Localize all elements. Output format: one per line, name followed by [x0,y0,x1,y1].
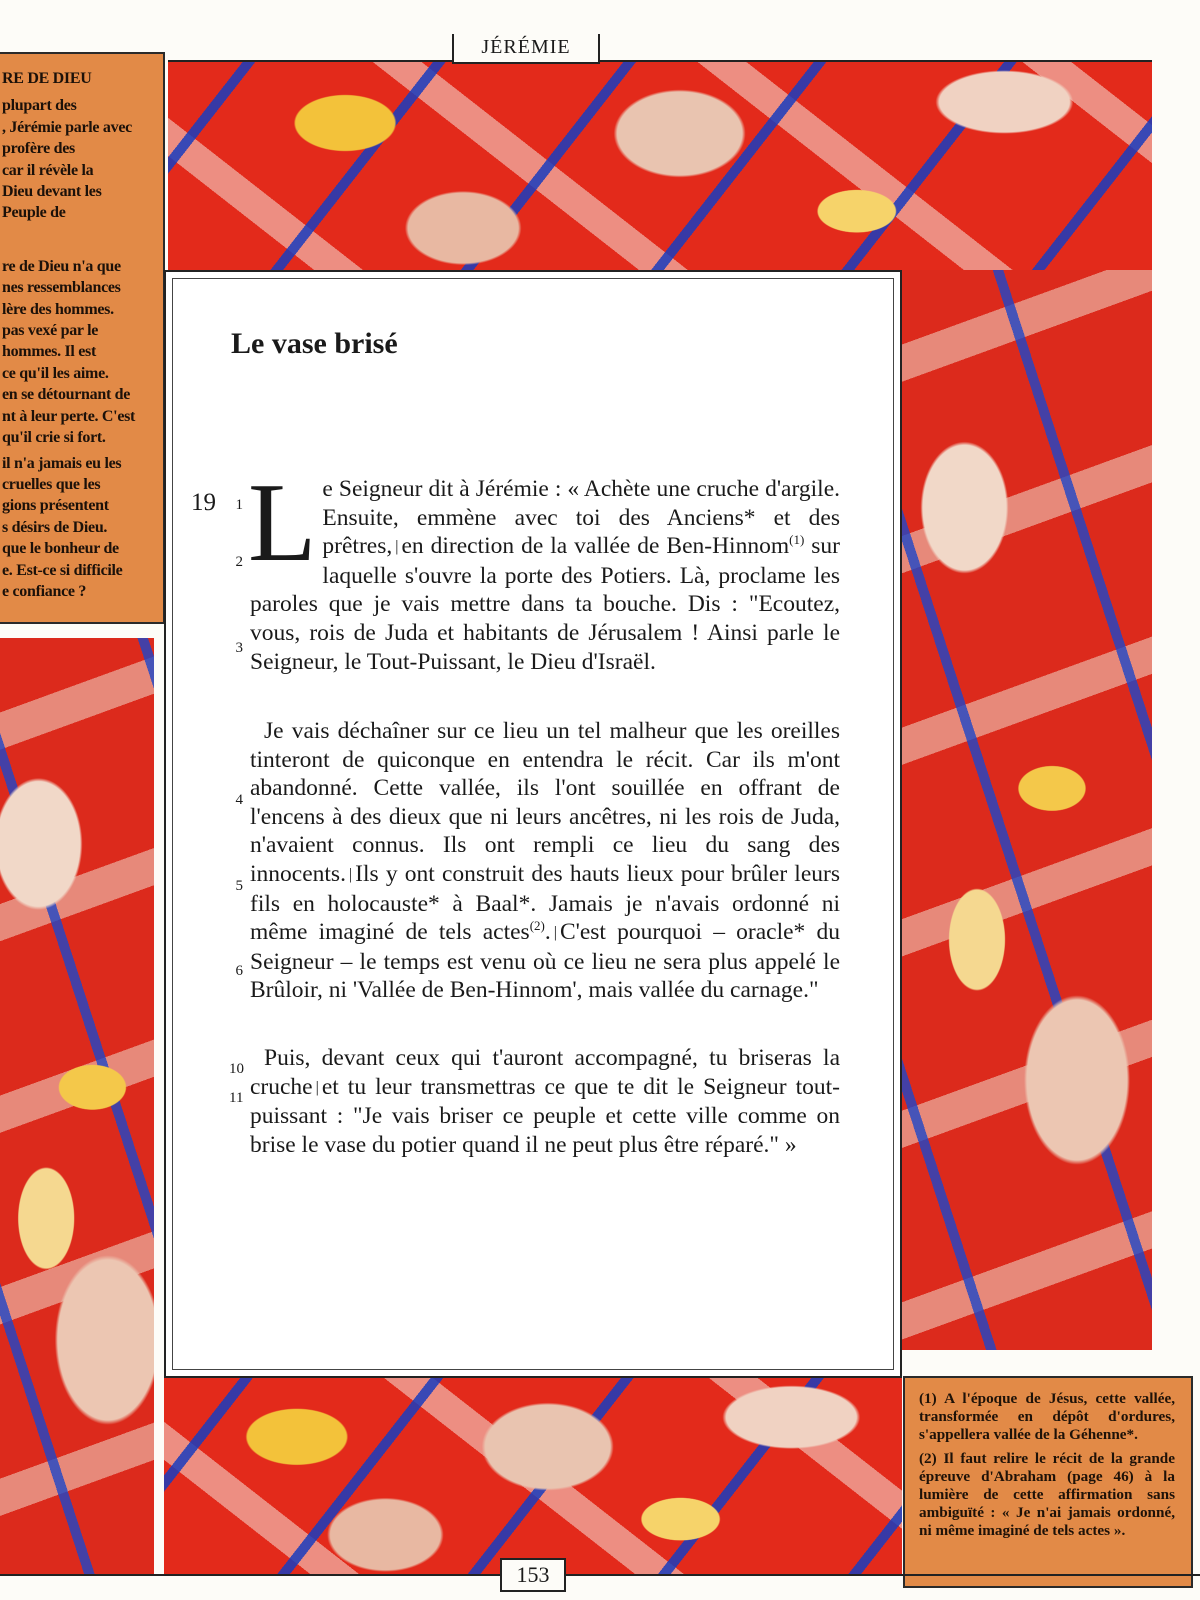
sidebar-line: ce qu'il les aime. [2,364,109,382]
scripture-paragraph-3 [250,1044,840,1159]
text-segment: e Seigneur dit à Jérémie : « Achète une cruche d'argile. Ensuite, emmène avec toi des Anciens* et des prêtres, [322,476,840,560]
footnote-1: (1) A l'époque de Jésus, cette vallée, transformée en dépôt d'ordures, s'appellera vallée de la Géhenne*. [919,1390,1175,1443]
sidebar-line: profère des [2,140,75,158]
verse-separator: | [553,924,557,942]
footnote-2: (2) Il faut relire le récit de la grande épreuve d'Abraham (page 46) à la lumière de cette affirmation sans ambiguïté : « Je n'ai jamais ordonné, ni même imaginé de tels actes ». [919,1450,1175,1539]
sidebar-line: lère des hommes. [2,300,114,318]
sidebar-line: e. Est-ce si difficile [2,561,123,579]
text-segment: et tu leur transmettras ce que te dit le Seigneur tout-puissant : "Je vais briser ce peuple et cette ville comme on brise le vase du potier quand il ne peut plus être réparé." » [250,1073,840,1158]
footnote-ref-2: (2) [529,918,545,934]
scripture-paragraph-2 [250,717,840,1005]
text-segment: . [544,919,551,946]
verse-number: 11 [229,1090,244,1106]
bottom-painting [164,1378,902,1574]
sidebar-line: Peuple de [2,204,66,222]
bottom-rule [0,1574,1200,1576]
scripture-paragraph-1 [248,461,840,676]
sidebar-line: que le bonheur de [2,540,119,558]
sidebar-line: plupart des [2,97,77,115]
verse-number: 4 [235,792,243,808]
verse-number: 10 [229,1061,244,1077]
text-segment: Puis, devant ceux qui t'auront accompagné, tu briseras la cruche [250,1045,840,1100]
sidebar-line: pas vexé par le [2,322,99,340]
sidebar-line: car il révèle la [2,161,94,179]
sidebar-line: e confiance ? [2,582,87,600]
chapter-number: 19 [191,489,216,516]
text-segment: Je vais déchaîner sur ce lieu un tel malheur que les oreilles tinteront de quiconque en entendra le récit. Car ils m'ont abandonné. Cette vallée, ils l'ont souillée en offrant de l'encens à des dieux que ni leurs ancêtres, ni les rois de Juda, n'avaient connus. Ils ont rempli ce lieu du sang des innocents. [250,718,840,887]
verse-number: 2 [235,554,243,570]
main-text-panel [164,270,902,1378]
sidebar-line: qu'il crie si fort. [2,429,106,447]
verse-number: 1 [235,497,243,513]
right-painting [902,270,1152,1350]
sidebar-line: cruelles que les [2,475,101,493]
text-segment: C'est pourquoi – oracle* du Seigneur – le temps est venu où ce lieu ne sera plus appelé le Brûloir, ni 'Vallée de Ben-Hinnom', mais vallée du carnage." [250,919,840,1004]
verse-separator: | [348,865,353,883]
verse-number: 3 [235,640,243,656]
text-segment: sur laquelle s'ouvre la porte des Potiers. Là, proclame les paroles que je vais mettre dans ta bouche. Dis : "Ecoutez, vous, rois de Juda et habitants de Jérusalem ! Ainsi parle le Seigneur, le Tout-Puissant, le Dieu d'Israël. [250,533,840,675]
sidebar-line: il n'a jamais eu les [2,454,122,472]
sidebar-line: en se détournant de [2,386,131,404]
sidebar-line: s désirs de Dieu. [2,518,108,536]
verse-number: 6 [235,963,243,979]
sidebar-line: nes ressemblances [2,279,121,297]
panel-inner-frame [172,278,894,1370]
page-number: 153 [500,1558,566,1592]
drop-cap: L [248,461,317,585]
sidebar-line: , Jérémie parle avec [2,118,132,136]
verse-separator: | [395,538,399,556]
footnote-ref-1: (1) [789,532,805,548]
sidebar-line: Dieu devant les [2,183,102,201]
verse-separator: | [315,1078,319,1096]
sidebar-line: gions présentent [2,497,109,515]
sidebar-line: re de Dieu n'a que [2,257,121,275]
running-header: JÉRÉMIE [452,34,600,64]
top-painting [168,60,1152,270]
top-rule [168,60,1152,62]
sidebar-line: RE DE DIEU [2,70,92,87]
sidebar-box [0,52,165,624]
text-segment: en direction de la vallée de Ben-Hinnom [401,533,790,560]
sidebar-line: nt à leur perte. C'est [2,407,136,425]
sidebar-line: hommes. Il est [2,343,97,361]
left-painting [0,638,154,1574]
verse-number: 5 [235,878,243,894]
text-segment: Ils y ont construit des hauts lieux pour brûler leurs fils en holocauste* à Baal*. Jamais je n'avais ordonné ni même imaginé de tels actes [250,860,840,946]
page-title: Le vase brisé [231,327,398,360]
footnotes-box [903,1376,1193,1588]
